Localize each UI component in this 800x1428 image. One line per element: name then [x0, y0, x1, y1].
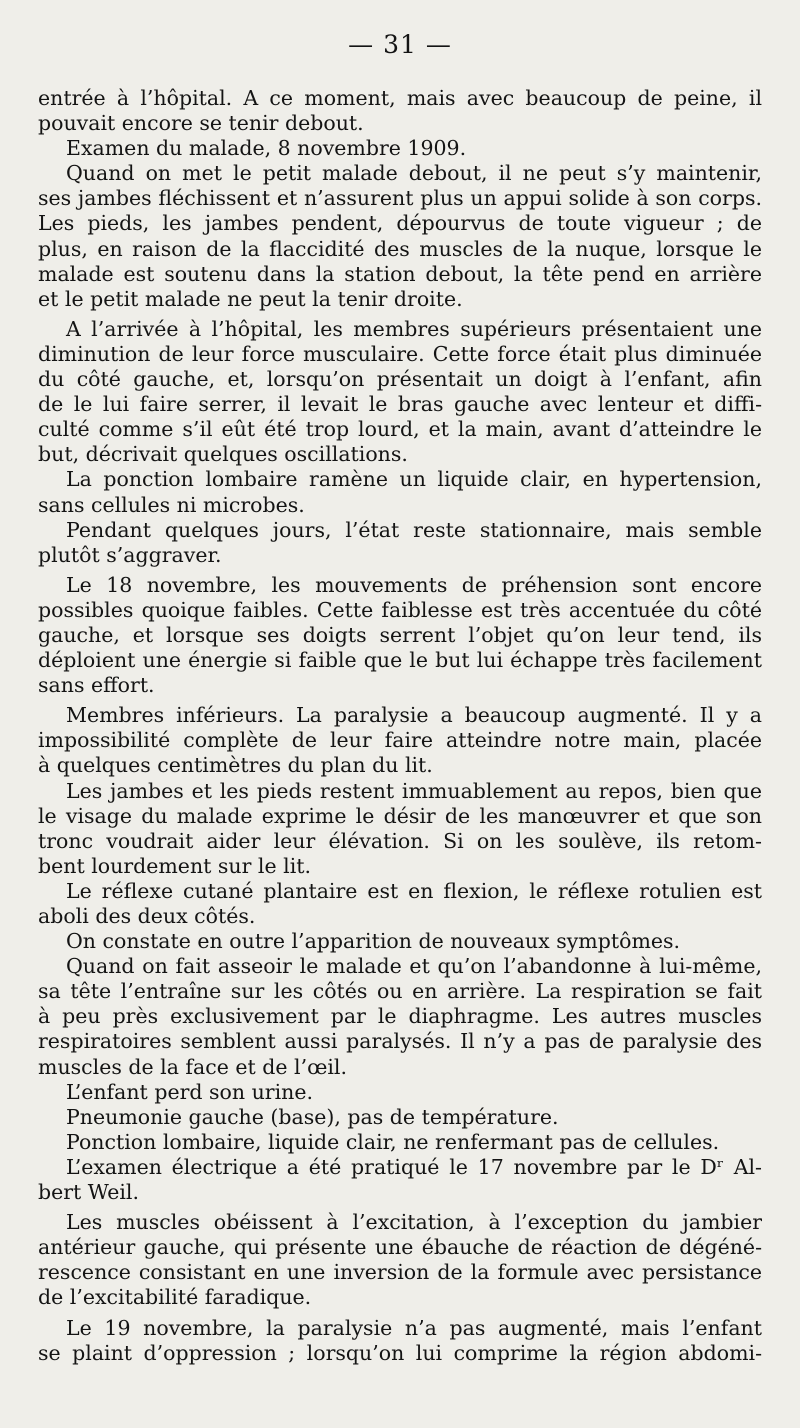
text-line: A l’arrivée à l’hôpital, les membres supérieurs présentaient une — [66, 316, 762, 341]
text-line: à peu près exclusivement par le diaphragme. Les autres muscles — [38, 1004, 762, 1029]
text-line: se plaint d’oppression ; lorsqu’on lui comprime la région abdomi- — [38, 1340, 762, 1365]
text-line: tronc voudrait aider leur élévation. Si on les soulève, ils retom- — [38, 828, 762, 853]
text-line: bent lourdement sur le lit. — [38, 853, 312, 878]
text-line: impossibilité complète de leur faire atteindre notre main, placée — [38, 728, 762, 753]
text-line: sa tête l’entraîne sur les côtés ou en arrière. La respiration se fait — [38, 979, 762, 1004]
text-line: plutôt s’aggraver. — [38, 542, 222, 567]
text-line: La ponction lombaire ramène un liquide clair, en hypertension, — [66, 467, 762, 492]
text-line: gauche, et lorsque ses doigts serrent l’objet qu’on leur tend, ils — [38, 622, 762, 647]
text-line: déploient une énergie si faible que le but lui échappe très facilement — [38, 648, 762, 673]
text-line: On constate en outre l’apparition de nouveaux symptômes. — [66, 929, 681, 954]
text-line: but, décrivait quelques oscillations. — [38, 442, 408, 467]
text-line: L’enfant perd son urine. — [66, 1079, 314, 1104]
text-line: Quand on fait asseoir le malade et qu’on l’abandonne à lui-même, — [66, 954, 762, 979]
text-line: Ponction lombaire, liquide clair, ne renfermant pas de cellules. — [66, 1129, 720, 1154]
text-line: rescence consistant en une inversion de la formule avec persistance — [38, 1260, 762, 1285]
text-line: à quelques centimètres du plan du lit. — [38, 753, 433, 778]
text-line: Quand on met le petit malade debout, il ne peut s’y maintenir, — [66, 161, 762, 186]
text-line: Examen du malade, 8 novembre 1909. — [66, 136, 467, 161]
text-line: Pneumonie gauche (base), pas de température. — [66, 1104, 559, 1129]
text-line: L’examen électrique a été pratiqué le 17 novembre par le Dʳ Al- — [66, 1154, 762, 1179]
text-line: et le petit malade ne peut la tenir droite. — [38, 286, 463, 311]
text-line: sans cellules ni microbes. — [38, 492, 305, 517]
text-line: du côté gauche, et, lorsqu’on présentait un doigt à l’enfant, afin — [38, 367, 762, 392]
text-line: Pendant quelques jours, l’état reste stationnaire, mais semble — [66, 517, 762, 542]
text-line: ses jambes fléchissent et n’assurent plus un appui solide à son corps. — [38, 186, 762, 211]
body-text — [38, 86, 762, 1366]
text-line: Les jambes et les pieds restent immuablement au repos, bien que — [66, 778, 762, 803]
text-line: entrée à l’hôpital. A ce moment, mais avec beaucoup de peine, il — [38, 86, 762, 110]
text-line: de l’excitabilité faradique. — [38, 1285, 312, 1310]
text-line: bert Weil. — [38, 1180, 139, 1205]
text-line: le visage du malade exprime le désir de les manœuvrer et que son — [38, 803, 762, 828]
text-line: Les muscles obéissent à l’excitation, à l’exception du jambier — [66, 1210, 762, 1235]
text-line: possibles quoique faibles. Cette faiblesse est très accentuée du côté — [38, 597, 762, 622]
text-line: culté comme s’il eût été trop lourd, et la main, avant d’atteindre le — [38, 417, 762, 442]
text-line: sans effort. — [38, 673, 155, 698]
text-line: malade est soutenu dans la station debout, la tête pend en arrière — [38, 261, 762, 286]
text-line: de le lui faire serrer, il levait le bras gauche avec lenteur et diffi- — [38, 392, 762, 417]
text-line: Le 18 novembre, les mouvements de préhension sont encore — [66, 572, 762, 597]
text-line: respiratoires semblent aussi paralysés. Il n’y a pas de paralysie des — [38, 1029, 762, 1054]
text-line: Membres inférieurs. La paralysie a beaucoup augmenté. Il y a — [66, 703, 762, 728]
text-line: plus, en raison de la flaccidité des muscles de la nuque, lorsque le — [38, 236, 762, 261]
text-line: diminution de leur force musculaire. Cette force était plus diminuée — [38, 341, 762, 366]
text-line: Les pieds, les jambes pendent, dépourvus de toute vigueur ; de — [38, 211, 762, 236]
text-line: antérieur gauche, qui présente une ébauche de réaction de dégéné- — [38, 1235, 762, 1260]
text-line: Le 19 novembre, la paralysie n’a pas augmenté, mais l’enfant — [66, 1315, 762, 1340]
text-line: pouvait encore se tenir debout. — [38, 111, 364, 136]
text-line: aboli des deux côtés. — [38, 904, 256, 928]
page-number: — 31 — — [348, 30, 452, 59]
text-line: Le réflexe cutané plantaire est en flexion, le réflexe rotulien est — [66, 878, 762, 903]
text-line: muscles de la face et de l’œil. — [38, 1054, 348, 1079]
